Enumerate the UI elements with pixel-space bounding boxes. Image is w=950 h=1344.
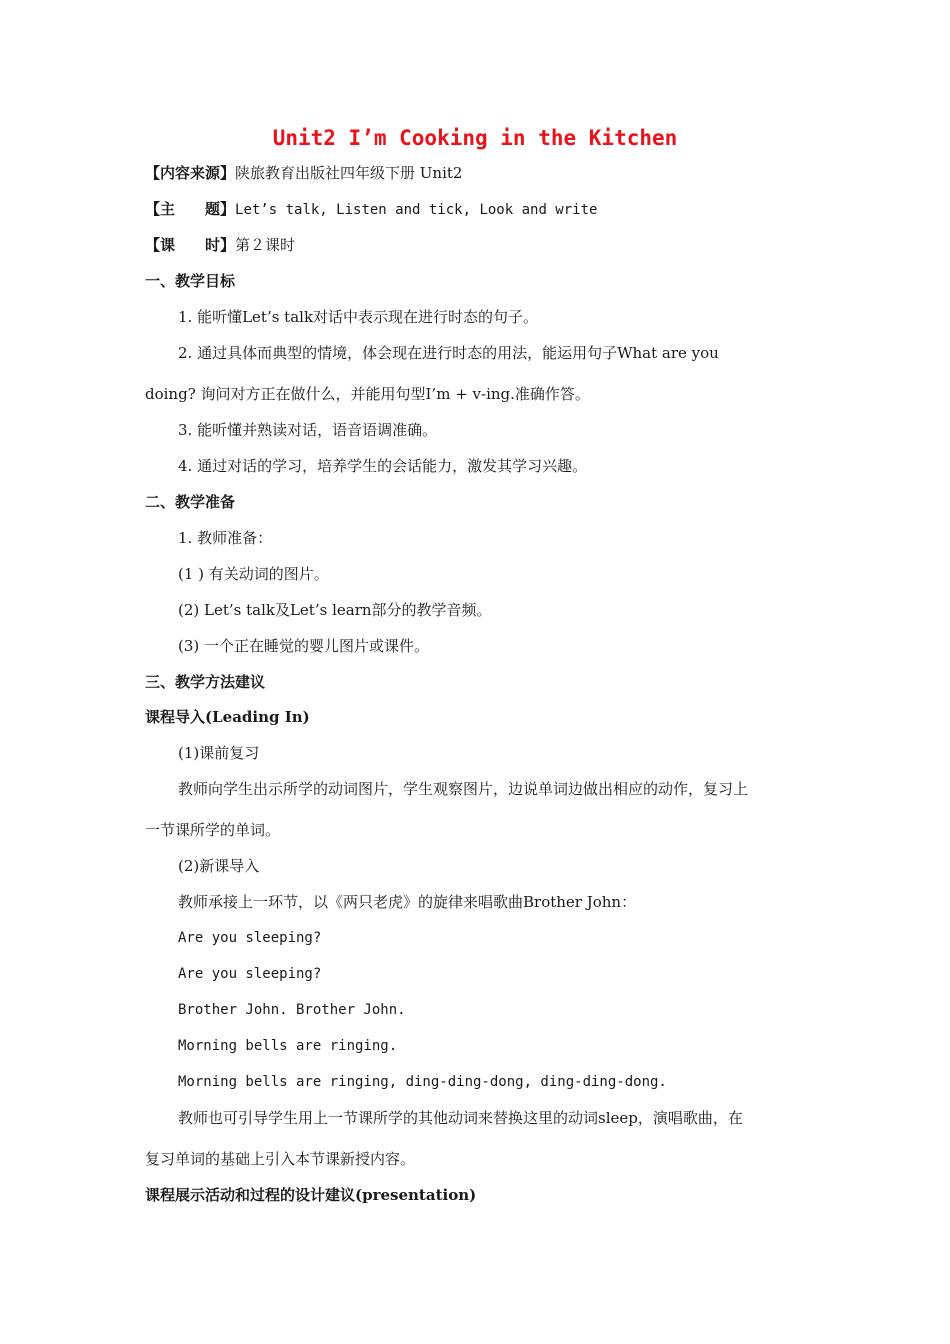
meta-source-value: 陕旅教育出版社四年级下册 Unit2 [235,164,463,182]
subheading-presentation: 课程展示活动和过程的设计建议(presentation) [145,1186,477,1204]
meta-period [145,235,295,255]
objective-item-continuation: doing? 询问对方正在做什么，并能用句型I’m + v-ing.准确作答。 [145,385,590,403]
preparation-item: 1. 教师准备： [178,529,273,547]
review-text: 教师向学生出示所学的动词图片，学生观察图片，边说单词边做出相应的动作，复习上 [178,780,749,798]
teaching-note: 教师也可引导学生用上一节课所学的其他动词来替换这里的动词sleep，演唱歌曲，在 [178,1109,743,1127]
preparation-item: (2) Let’s talk及Let’s learn部分的教学音频。 [178,601,492,619]
review-text-continuation: 一节课所学的单词。 [145,821,281,839]
new-lesson-intro: 教师承接上一环节，以《两只老虎》的旋律来唱歌曲Brother John： [178,893,637,911]
meta-source-label: 【内容来源】 [145,164,236,182]
preparation-item: (1 ) 有关动词的图片。 [178,565,329,583]
section-heading-methods: 三、教学方法建议 [145,673,266,691]
meta-topic-value: Let’s talk, Listen and tick, Look and write [235,202,598,218]
meta-period-label: 【课 时】 [145,236,236,254]
song-line: Are you sleeping? [178,966,322,982]
new-lesson-title: (2)新课导入 [178,857,260,875]
song-line: Morning bells are ringing, ding-ding-dong, ding-ding-dong. [178,1074,667,1090]
review-title: (1)课前复习 [178,744,260,762]
meta-topic [145,199,597,220]
objective-item: 2. 通过具体而典型的情境，体会现在进行时态的用法，能运用句子What are you [178,344,719,362]
song-line: Morning bells are ringing. [178,1038,398,1054]
objective-item: 3. 能听懂并熟读对话，语音语调准确。 [178,421,438,439]
document-title: Unit2 I’m Cooking in the Kitchen [272,126,678,150]
meta-topic-label: 【主 题】 [145,200,236,218]
subheading-leading-in: 课程导入(Leading In) [145,708,310,726]
song-line: Brother John. Brother John. [178,1002,406,1018]
preparation-item: (3) 一个正在睡觉的婴儿图片或课件。 [178,637,430,655]
section-heading-preparation: 二、教学准备 [145,493,236,511]
section-heading-objectives: 一、教学目标 [145,272,236,290]
meta-period-value: 第２课时 [235,236,296,254]
teaching-note-continuation: 复习单词的基础上引入本节课新授内容。 [145,1150,416,1168]
objective-item: 4. 通过对话的学习，培养学生的会话能力，激发其学习兴趣。 [178,457,588,475]
meta-source [145,163,462,183]
song-line: Are you sleeping? [178,930,322,946]
objective-item: 1. 能听懂Let’s talk对话中表示现在进行时态的句子。 [178,308,539,326]
